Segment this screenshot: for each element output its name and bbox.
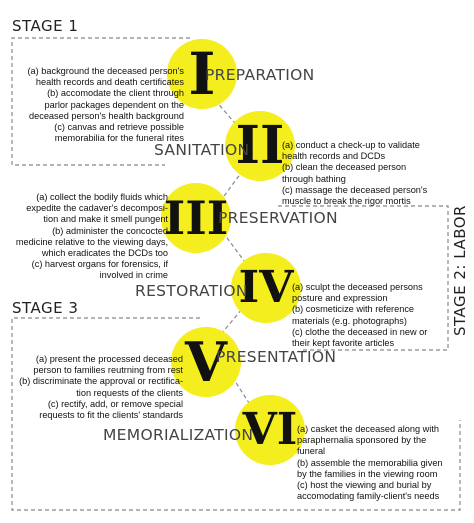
step-name-sanitation: SANITATION — [154, 141, 250, 159]
numeral-step-3: III — [163, 191, 229, 245]
task-line: involved in crime — [99, 270, 168, 281]
task-line: tion requests of the clients — [76, 387, 183, 398]
task-line: posture and expression — [292, 293, 388, 304]
task-line: (a) casket the deceased along with — [297, 424, 439, 434]
task-line: requests to fit the clients' standards — [39, 410, 183, 421]
task-line: tion and make it smell pungent — [43, 214, 168, 225]
task-line: (a) present the processed deceased — [35, 354, 183, 364]
task-line: (c) clothe the deceased in new or — [292, 326, 428, 337]
task-line: accomodating family-client's needs — [297, 491, 440, 502]
task-line: health records and death certificates — [35, 77, 184, 88]
task-line: (a) sculpt the deceased persons — [292, 282, 423, 292]
task-line: (a) collect the bodily fluids which — [36, 192, 168, 202]
task-line: expedite the cadaver's decomposi- — [26, 203, 168, 214]
task-line: (b) cosmeticize with reference — [292, 304, 415, 315]
task-line: (b) administer the concocted — [52, 225, 168, 236]
task-line: paraphernalia sponsored by the — [297, 435, 427, 446]
step-name-memorialization: MEMORIALIZATION — [103, 426, 254, 444]
task-line: their kept favorite articles — [292, 338, 395, 349]
task-line: memorabilia for the funeral rites — [54, 133, 184, 144]
task-line: which eradicates the DCDs too — [41, 248, 168, 259]
step-name-presentation: PRESENTATION — [216, 348, 337, 366]
task-line: materials (e.g. photographs) — [292, 315, 407, 326]
step-name-preservation: PRESERVATION — [218, 209, 338, 227]
stage3-label: STAGE 3 — [12, 299, 79, 317]
tasks-preservation — [8, 192, 168, 282]
task-line: by the families in the viewing room — [297, 468, 438, 479]
task-line: (b) assemble the memorabilia given — [297, 457, 443, 468]
task-line: (b) accomodate the client through — [47, 88, 184, 99]
task-line: health records and DCDs — [282, 151, 386, 162]
numeral-step-4: IV — [238, 262, 294, 313]
tasks-presentation — [12, 354, 183, 421]
stage2-label: STAGE 2: LABOR — [451, 205, 469, 336]
task-line: muscle to break the rigor mortis — [282, 196, 411, 207]
numeral-step-1: I — [188, 40, 216, 108]
task-line: (b) clean the deceased person — [282, 162, 407, 173]
tasks-sanitation — [282, 140, 442, 207]
task-line: funeral — [297, 446, 326, 457]
task-line: parlor packages dependent on the — [44, 99, 184, 110]
task-line: (c) host the viewing and burial by — [297, 480, 432, 491]
step-name-preparation: PREPARATION — [205, 66, 315, 84]
task-line: (c) canvas and retrieve possible — [54, 122, 184, 133]
task-line: medicine relative to the viewing days, — [15, 236, 168, 247]
task-line: (c) harvest organs for forensics, if — [31, 259, 168, 270]
task-line: person to families reutrning from rest — [33, 365, 183, 376]
numeral-step-5: V — [185, 330, 227, 394]
task-line: (a) background the deceased person's — [27, 66, 184, 76]
tasks-preparation — [14, 66, 184, 144]
task-line: (c) rectify, add, or remove special — [47, 398, 183, 409]
task-line: (b) discriminate the approval or rectifica- — [19, 376, 183, 387]
tasks-restoration — [292, 282, 442, 349]
task-line: through bathing — [282, 173, 346, 184]
tasks-memorialization — [297, 424, 447, 502]
stage1-label: STAGE 1 — [12, 17, 79, 35]
task-line: (a) conduct a check-up to validate — [282, 140, 420, 150]
task-line: deceased person's health background — [29, 110, 184, 121]
step-name-restoration: RESTORATION — [135, 282, 248, 300]
numeral-step-6: VI — [242, 404, 298, 455]
numeral-step-2: II — [235, 115, 285, 176]
task-line: (c) massage the deceased person's — [282, 184, 428, 195]
